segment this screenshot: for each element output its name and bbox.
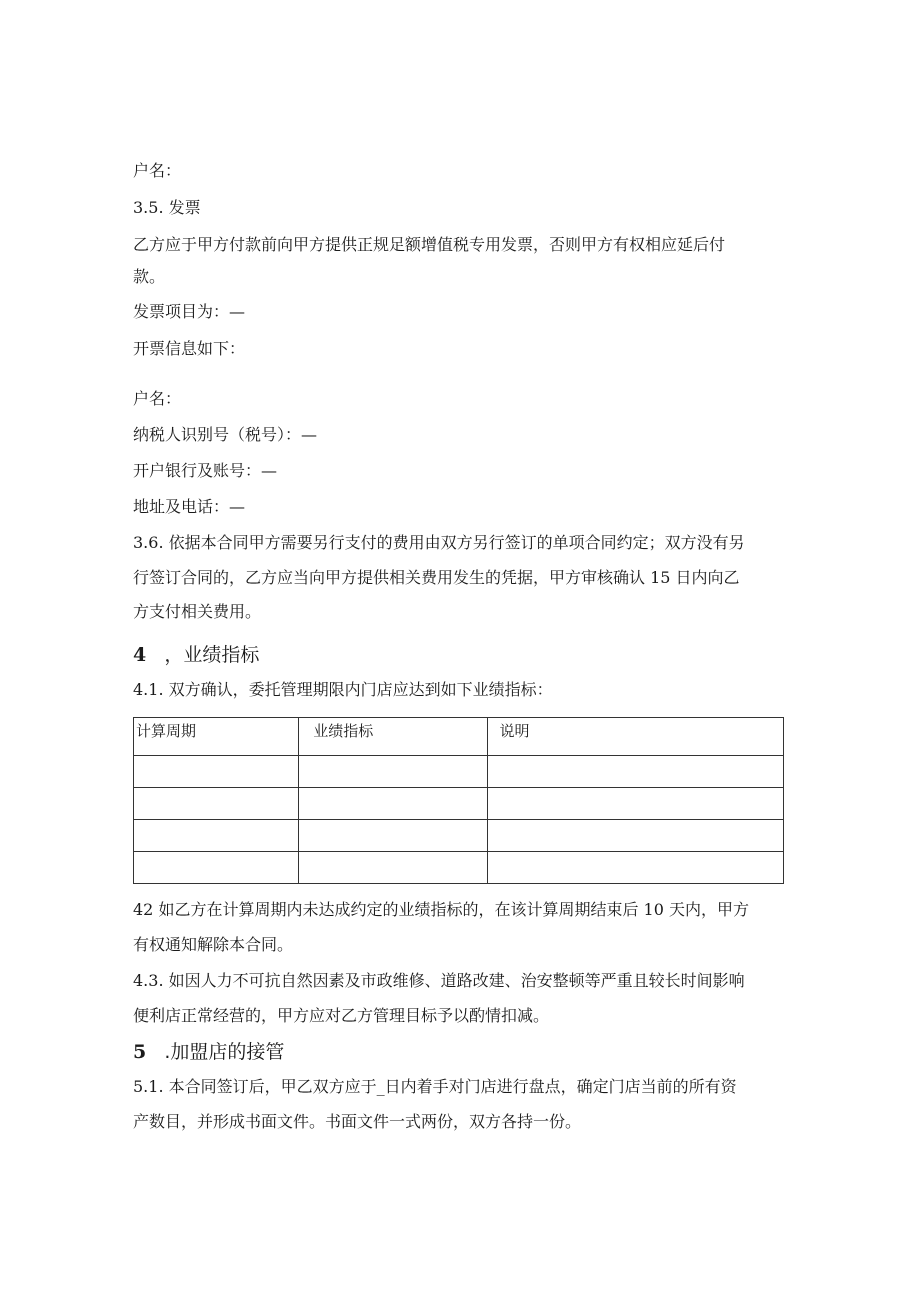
section-5-title: .加盟店的接管 (164, 1041, 285, 1063)
table-header-period: 计算周期 (134, 718, 299, 756)
section-4-title: ，业绩指标 (164, 644, 260, 666)
bank-account: 开户银行及账号：— (133, 461, 278, 480)
table-cell (134, 852, 299, 884)
section-4-number: 4 (133, 644, 147, 666)
table-row (134, 852, 784, 884)
tax-id: 纳税人识别号（税号）：— (133, 425, 318, 444)
section-5-number: 5 (133, 1041, 147, 1063)
invoice-item: 发票项目为：— (133, 302, 246, 321)
account-name: 户名： (133, 389, 182, 408)
section-4-heading (133, 643, 259, 667)
section-5-1-line-2: 产数目，并形成书面文件。书面文件一式两份，双方各持一份。 (133, 1112, 582, 1131)
table-header-indicator: 业绩指标 (299, 718, 487, 756)
section-4-3-line-2: 便利店正常经营的，甲方应对乙方管理目标予以酌情扣减。 (133, 1006, 550, 1025)
section-4-3-line-1: 4.3. 如因人力不可抗自然因素及市政维修、道路改建、治安整顿等严重且较长时间影响 (133, 971, 745, 990)
section-4-1: 4.1. 双方确认，委托管理期限内门店应达到如下业绩指标： (133, 680, 553, 699)
table-cell (299, 852, 487, 884)
table-header-note: 说明 (487, 718, 783, 756)
performance-table (133, 717, 784, 884)
section-5-heading (133, 1040, 284, 1064)
address-phone: 地址及电话：— (133, 497, 246, 516)
section-3-5-paragraph-line-1: 乙方应于甲方付款前向甲方提供正规足额增值税专用发票，否则甲方有权相应延后付 (133, 235, 726, 254)
table-cell (299, 756, 487, 788)
section-3-5-title: 3.5. 发票 (133, 198, 201, 217)
table-cell (299, 820, 487, 852)
table-row (134, 788, 784, 820)
section-3-5-paragraph-line-2: 款。 (133, 267, 166, 286)
table-header-row (134, 718, 784, 756)
table-cell (487, 820, 783, 852)
section-3-6-line-1: 3.6. 依据本合同甲方需要另行支付的费用由双方另行签订的单项合同约定；双方没有另 (133, 533, 745, 552)
table-cell (134, 756, 299, 788)
section-4-2-line-2: 有权通知解除本合同。 (133, 935, 294, 954)
section-4-2-line-1: 42 如乙方在计算周期内未达成约定的业绩指标的，在该计算周期结束后 10 天内，甲方 (133, 900, 749, 919)
table-cell (299, 788, 487, 820)
table-cell (487, 852, 783, 884)
table-cell (134, 788, 299, 820)
section-3-6-line-3: 方支付相关费用。 (133, 602, 262, 621)
table-row (134, 756, 784, 788)
table-cell (134, 820, 299, 852)
section-3-6-line-2: 行签订合同的，乙方应当向甲方提供相关费用发生的凭据，甲方审核确认 15 日内向乙 (133, 568, 740, 587)
section-5-1-line-1: 5.1. 本合同签订后，甲乙双方应于_日内着手对门店进行盘点，确定门店当前的所有资 (133, 1077, 737, 1096)
account-name-top: 户名： (133, 161, 182, 180)
table-row (134, 820, 784, 852)
table-cell (487, 788, 783, 820)
table-cell (487, 756, 783, 788)
invoice-info: 开票信息如下： (133, 339, 246, 358)
